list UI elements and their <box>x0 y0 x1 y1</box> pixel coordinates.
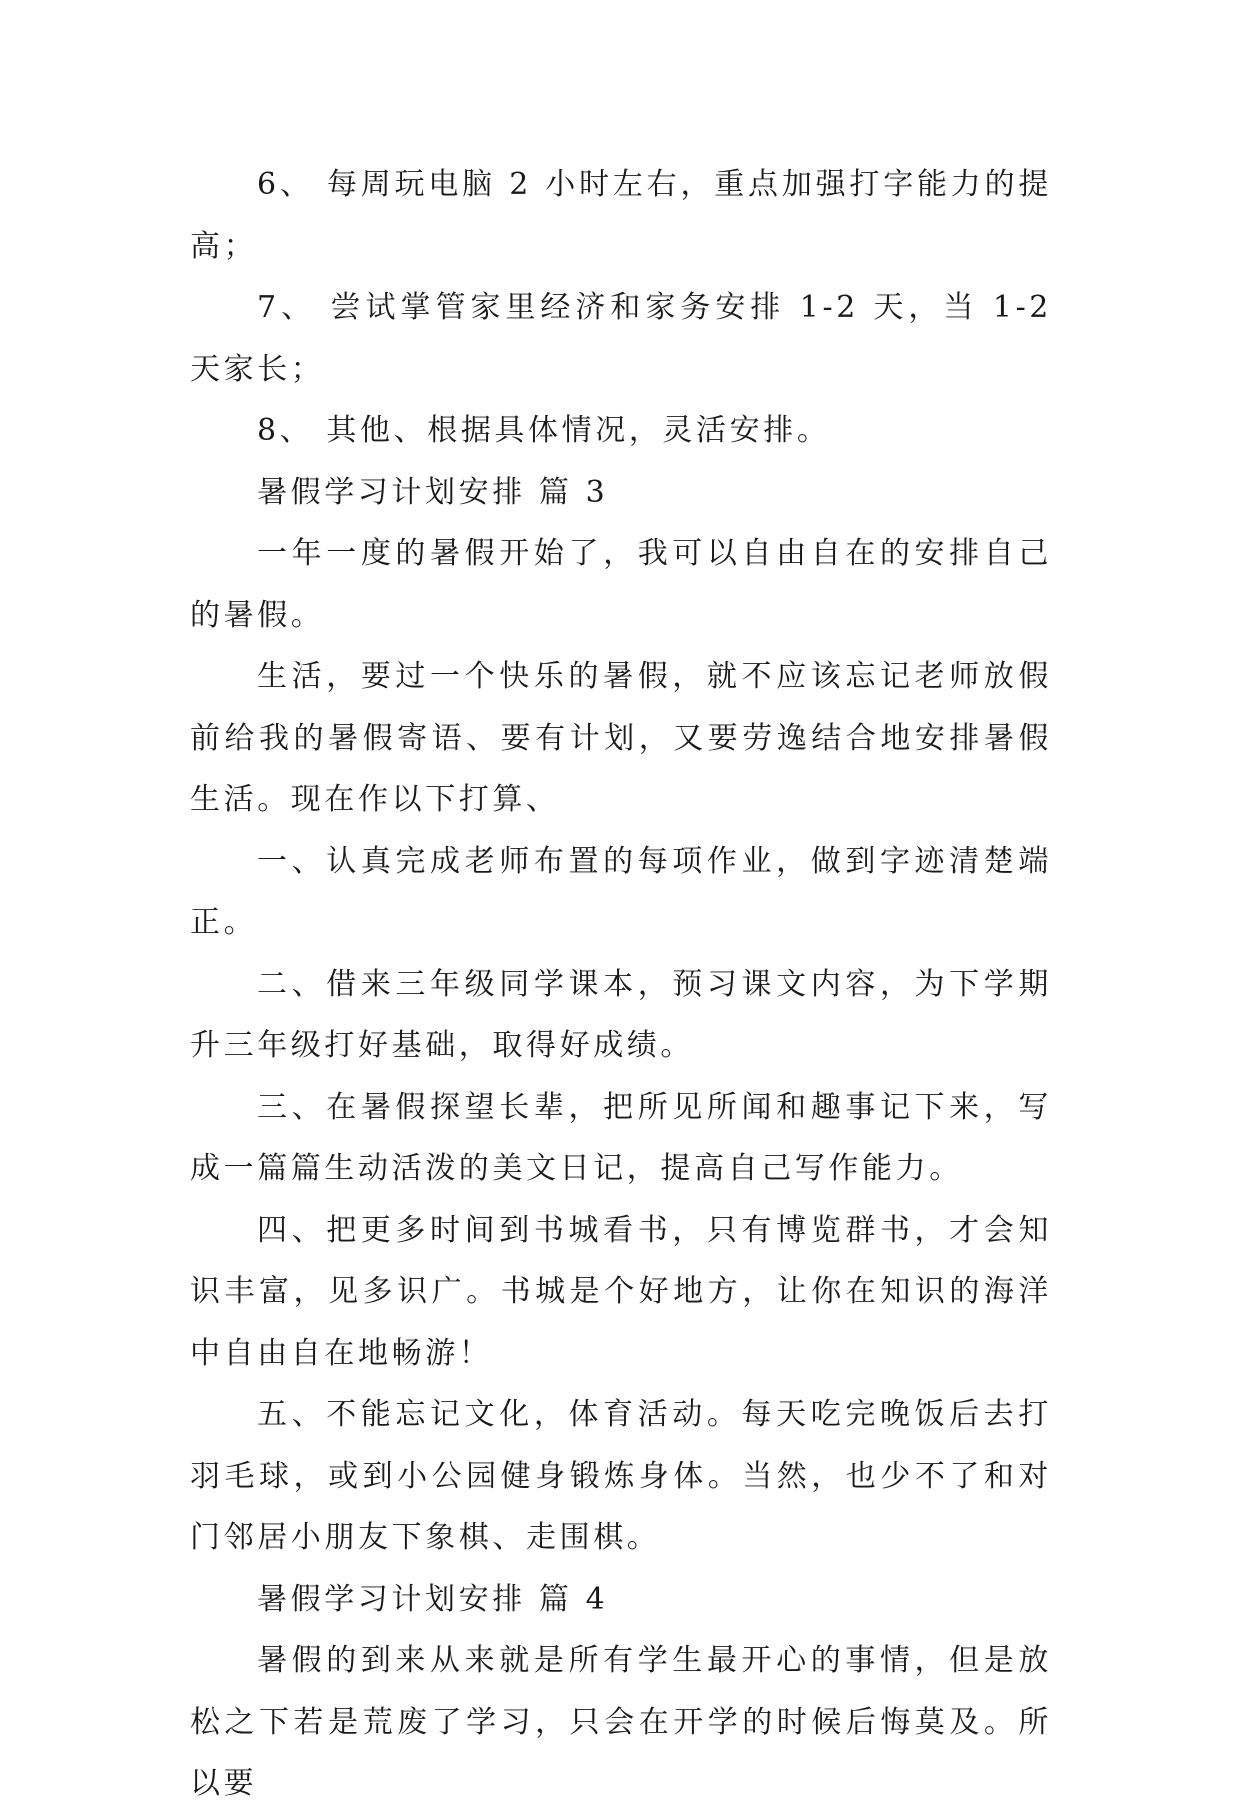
plan-item-4: 四、把更多时间到书城看书，只有博览群书，才会知识丰富，见多识广。书城是个好地方，让你在知识的海洋中自由自在地畅游！ <box>190 1212 1052 1371</box>
list-item-7: 7、 尝试掌管家里经济和家务安排 1-2 天，当 1-2 天家长； <box>190 290 1052 387</box>
section-heading-4: 暑假学习计划安排 篇 4 <box>257 1581 609 1617</box>
list-item-6: 6、 每周玩电脑 2 小时左右，重点加强打字能力的提高； <box>190 167 1052 264</box>
paragraph: 暑假的到来从来就是所有学生最开心的事情，但是放松之下若是荒废了学习，只会在开学的时候后悔莫及。所以要 <box>190 1643 1052 1801</box>
plan-item-3: 三、在暑假探望长辈，把所见所闻和趣事记下来，写成一篇篇生动活泼的美文日记，提高自己写作能力。 <box>190 1089 1052 1186</box>
plan-item-5: 五、不能忘记文化，体育活动。每天吃完晚饭后去打羽毛球，或到小公园健身锻炼身体。当然，也少不了和对门邻居小朋友下象棋、走围棋。 <box>190 1397 1052 1555</box>
section-heading-3: 暑假学习计划安排 篇 3 <box>257 474 609 510</box>
document-body <box>190 154 1052 1815</box>
paragraph: 一年一度的暑假开始了，我可以自由自在的安排自己的暑假。 <box>190 536 1052 633</box>
list-item-8: 8、 其他、根据具体情况，灵活安排。 <box>257 413 831 448</box>
plan-item-1: 一、认真完成老师布置的每项作业，做到字迹清楚端正。 <box>190 843 1052 940</box>
paragraph: 生活，要过一个快乐的暑假，就不应该忘记老师放假前给我的暑假寄语、要有计划，又要劳逸结合地安排暑假生活。现在作以下打算、 <box>190 659 1052 817</box>
plan-item-2: 二、借来三年级同学课本，预习课文内容，为下学期升三年级打好基础，取得好成绩。 <box>190 966 1052 1063</box>
